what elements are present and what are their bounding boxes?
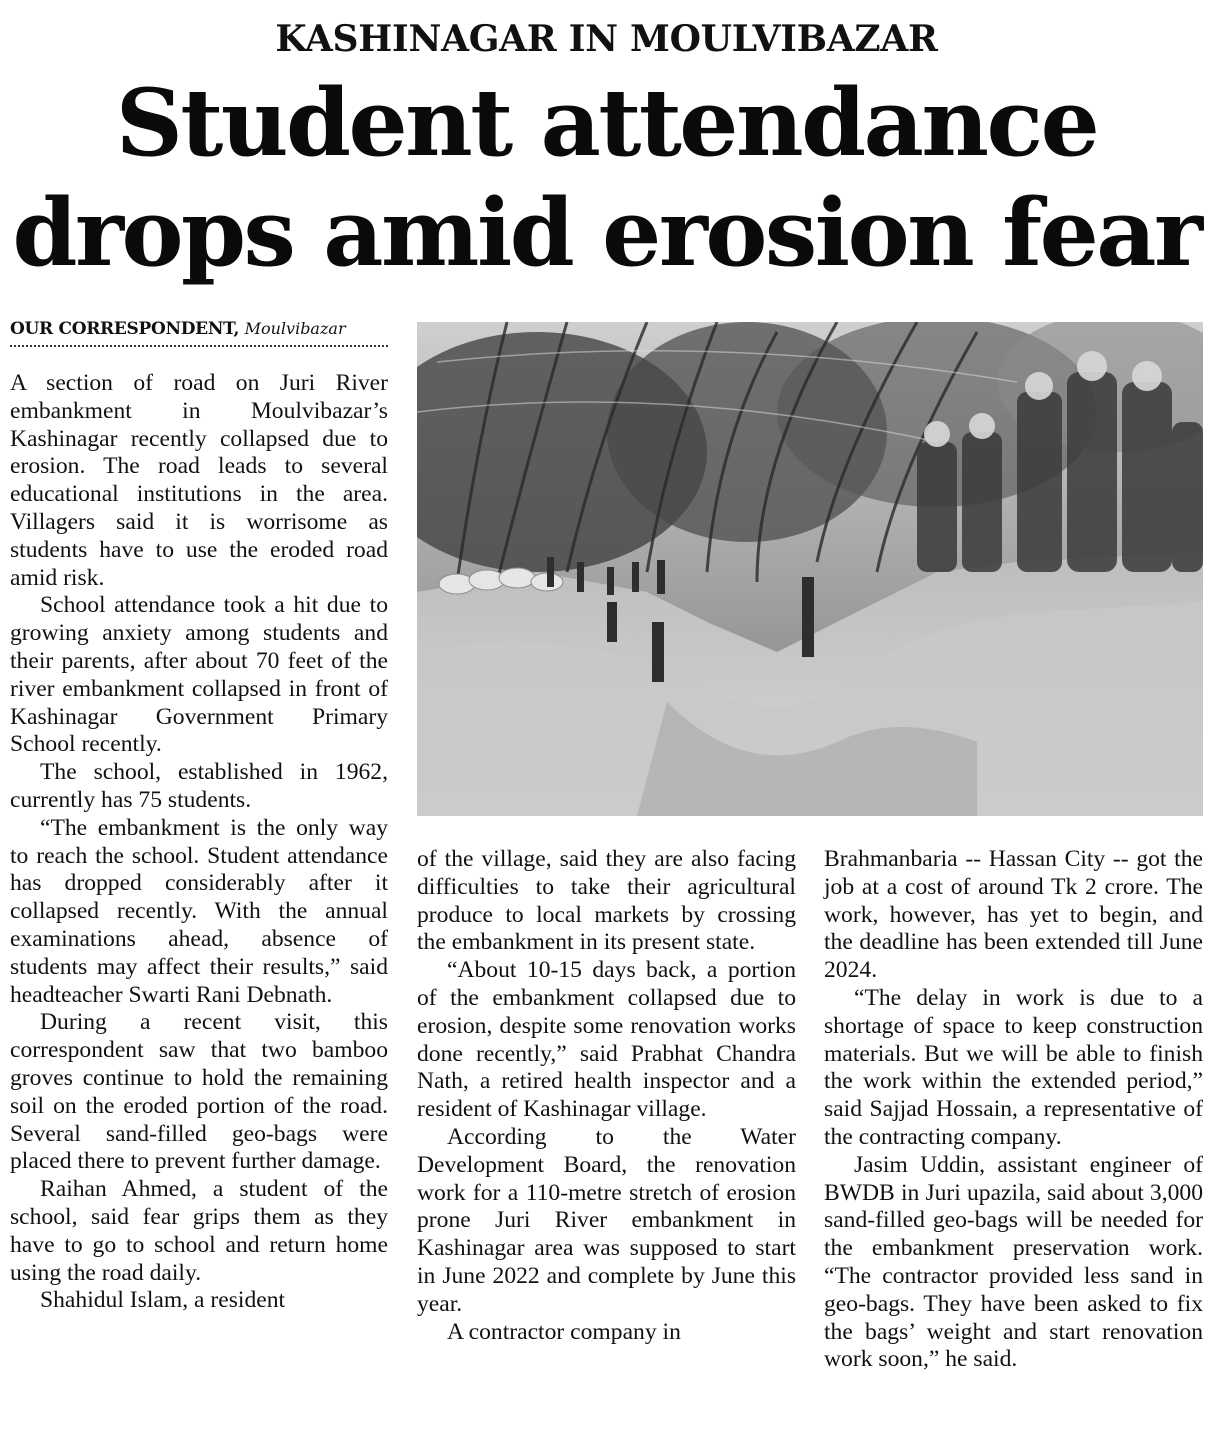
paragraph: Brahmanbaria -- Hassan City -- got the job at a cost of around Tk 2 crore. The work, however, has yet to begin, and the deadline has been extended till June 2024. bbox=[824, 846, 1203, 984]
paragraph: Shahidul Islam, a resident bbox=[40, 1287, 286, 1314]
paragraph: School attendance took a hit due to growing anxiety among students and their parents, after about 70 feet of the river embankment collapsed in front of Kashinagar Government Primary School recently. bbox=[10, 592, 388, 758]
paragraph: During a recent visit, this correspondent saw that two bamboo groves continue to hold the remaining soil on the eroded portion of the road. Several sand-filled geo-bags were placed there to prevent further damage. bbox=[10, 1009, 388, 1175]
article-column-1 bbox=[10, 370, 388, 1315]
paragraph: Raihan Ahmed, a student of the school, said fear grips them as they have to go to school and return home using the road daily. bbox=[10, 1176, 388, 1286]
photo-erosion-embankment-icon bbox=[417, 322, 1203, 816]
headline-line-2: drops amid erosion fear bbox=[12, 178, 1201, 287]
article-column-2 bbox=[417, 846, 796, 1346]
paragraph: According to the Water Development Board, the renovation work for a 110-metre stretch of erosion prone Juri River embankment in Kashinagar area was supposed to start in June 2022 and complete by June this year. bbox=[417, 1123, 796, 1317]
byline-name: OUR CORRESPONDENT, bbox=[10, 319, 240, 339]
paragraph: “The embankment is the only way to reach the school. Student attendance has dropped considerably after it collapsed recently. With the annual examinations ahead, absence of students may affect their results,” said headteacher Swarti Rani Debnath. bbox=[10, 814, 388, 1008]
paragraph: Jasim Uddin, assistant engineer of BWDB in Juri upazila, said about 3,000 sand-filled geo-bags will be needed for the embankment preservation work. “The contractor provided less sand in geo-bags. They have been asked to fix the bags’ weight and start renovation work soon,” he said. bbox=[824, 1151, 1203, 1373]
paragraph: The school, established in 1962, currently has 75 students. bbox=[10, 759, 388, 813]
paragraph: of the village, said they are also facing difficulties to take their agricultural produce to local markets by crossing the embankment in its present state. bbox=[417, 846, 796, 956]
paragraph: A section of road on Juri River embankment in Moulvibazar’s Kashinagar recently collapsed due to erosion. The road leads to several educational institutions in the area. Villagers said it is worrisome as students have to use the eroded road amid risk. bbox=[10, 370, 388, 591]
headline bbox=[0, 68, 1213, 288]
paragraph: A contractor company in bbox=[447, 1318, 681, 1345]
paragraph: “About 10-15 days back, a portion of the embankment collapsed due to erosion, despite some renovation works done recently,” said Prabhat Chandra Nath, a retired health inspector and a resident of Kashinagar village. bbox=[417, 957, 796, 1123]
article-column-3 bbox=[824, 846, 1203, 1374]
byline bbox=[10, 319, 388, 347]
byline-place: Moulvibazar bbox=[244, 319, 346, 338]
article-photo bbox=[417, 322, 1203, 816]
kicker: KASHINAGAR IN MOULVIBAZAR bbox=[275, 18, 938, 60]
headline-line-1: Student attendance bbox=[115, 68, 1098, 177]
paragraph: “The delay in work is due to a shortage of space to keep construction materials. But we will be able to finish the work within the extended period,” said Sajjad Hossain, a representative of the contracting company. bbox=[824, 984, 1203, 1150]
